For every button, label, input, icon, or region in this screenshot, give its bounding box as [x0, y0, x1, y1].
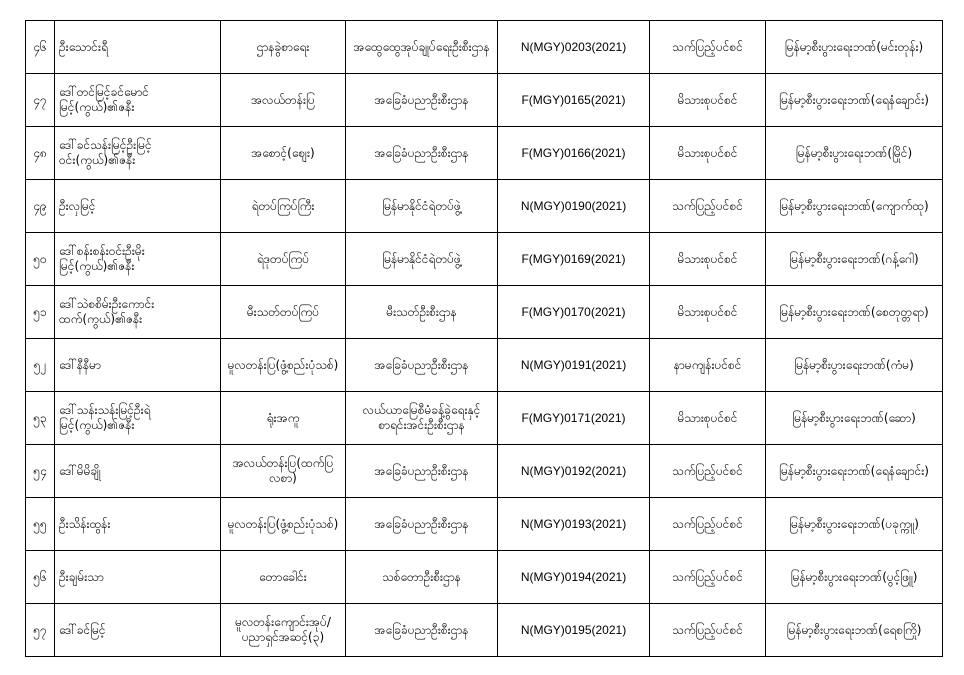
bank-branch-cell: မြန်မာ့စီးပွားရေးဘဏ်(မြိုင်) [766, 127, 943, 180]
person-name-cell: ဒေါ်စန်းစန်းဝင်းဦးမိုးမြင့်(ကွယ်)၏ဇနီး [55, 233, 221, 286]
row-number-cell: ၅၄ [26, 445, 55, 498]
department-cell: သစ်တောဦးစီးဌာန [346, 551, 498, 604]
department-cell: လယ်ယာမြေစီမံခန့်ခွဲရေးနှင့်စာရင်းအင်းဦးစီးဌာန [346, 392, 498, 445]
bank-branch-cell: မြန်မာ့စီးပွားရေးဘဏ်(ပခုက္ကူ) [766, 498, 943, 551]
bank-branch-cell: မြန်မာ့စီးပွားရေးဘဏ်(ကံမ) [766, 339, 943, 392]
person-name-cell: ဒေါ်ခင်သန်းမြင့်ဦးမြင့်ဝင်း(ကွယ်)၏ဇနီး [55, 127, 221, 180]
table-row [26, 339, 943, 392]
department-cell: မြန်မာနိုင်ငံရဲတပ်ဖွဲ့ [346, 233, 498, 286]
department-cell: အခြေခံပညာဦးစီးဌာန [346, 445, 498, 498]
person-name-cell: ဒေါ်မိမိချို [55, 445, 221, 498]
row-number-cell: ၅၃ [26, 392, 55, 445]
pension-type-cell: သက်ပြည့်ပင်စင် [650, 551, 766, 604]
bank-branch-cell: မြန်မာ့စီးပွားရေးဘဏ်(ဆော) [766, 392, 943, 445]
department-cell: အခြေခံပညာဦးစီးဌာန [346, 604, 498, 657]
position-cell: ရုံးအကူ [221, 392, 346, 445]
table-row [26, 74, 943, 127]
pension-code-cell: N(MGY)0190(2021) [498, 180, 650, 233]
row-number-cell: ၄၉ [26, 180, 55, 233]
department-cell: အခြေခံပညာဦးစီးဌာန [346, 339, 498, 392]
person-name-cell: ဒေါ်ခင်မြင့် [55, 604, 221, 657]
position-cell: တောခေါင်း [221, 551, 346, 604]
table-row [26, 551, 943, 604]
pension-code-cell: N(MGY)0193(2021) [498, 498, 650, 551]
table-row [26, 445, 943, 498]
position-cell: အလယ်တန်းပြ [221, 74, 346, 127]
table-row [26, 180, 943, 233]
table-row [26, 286, 943, 339]
row-number-cell: ၅၆ [26, 551, 55, 604]
pension-type-cell: မိသားစုပင်စင် [650, 286, 766, 339]
table-row [26, 233, 943, 286]
bank-branch-cell: မြန်မာ့စီးပွားရေးဘဏ်(ရေစကြို) [766, 604, 943, 657]
position-cell: မူလတန်းကျောင်းအုပ်/ပညာရှင်အဆင့်(၃) [221, 604, 346, 657]
department-cell: အခြေခံပညာဦးစီးဌာန [346, 498, 498, 551]
pension-code-cell: F(MGY)0165(2021) [498, 74, 650, 127]
pension-code-cell: N(MGY)0195(2021) [498, 604, 650, 657]
pension-type-cell: မိသားစုပင်စင် [650, 74, 766, 127]
position-cell: ဌာနခွဲစာရေး [221, 21, 346, 74]
pension-type-cell: သက်ပြည့်ပင်စင် [650, 498, 766, 551]
department-cell: မြန်မာနိုင်ငံရဲတပ်ဖွဲ့ [346, 180, 498, 233]
pension-table [25, 20, 943, 657]
person-name-cell: ဦးချမ်းသာ [55, 551, 221, 604]
position-cell: မူလတန်းပြ(ဖွံ့စည်းပုံသစ်) [221, 339, 346, 392]
bank-branch-cell: မြန်မာ့စီးပွားရေးဘဏ်(ပွင့်ဖြူ) [766, 551, 943, 604]
pension-type-cell: သက်ပြည့်ပင်စင် [650, 21, 766, 74]
department-cell: အထွေထွေအုပ်ချုပ်ရေးဦးစီးဌာန [346, 21, 498, 74]
row-number-cell: ၄၆ [26, 21, 55, 74]
row-number-cell: ၅၂ [26, 339, 55, 392]
pension-type-cell: နာမကျန်းပင်စင် [650, 339, 766, 392]
row-number-cell: ၄၈ [26, 127, 55, 180]
position-cell: အစောင့်(စျေး) [221, 127, 346, 180]
pension-type-cell: သက်ပြည့်ပင်စင် [650, 445, 766, 498]
department-cell: အခြေခံပညာဦးစီးဌာန [346, 74, 498, 127]
person-name-cell: ဦးသောင်းရီ [55, 21, 221, 74]
person-name-cell: ဦးသိန်းထွန်း [55, 498, 221, 551]
pension-type-cell: မိသားစုပင်စင် [650, 392, 766, 445]
bank-branch-cell: မြန်မာ့စီးပွားရေးဘဏ်(မင်းတုန်း) [766, 21, 943, 74]
table-row [26, 127, 943, 180]
table-row [26, 604, 943, 657]
position-cell: မူလတန်းပြ(ဖွံ့စည်းပုံသစ်) [221, 498, 346, 551]
table-body [26, 21, 943, 657]
pension-code-cell: N(MGY)0191(2021) [498, 339, 650, 392]
pension-code-cell: N(MGY)0194(2021) [498, 551, 650, 604]
department-cell: မီးသတ်ဦးစီးဌာန [346, 286, 498, 339]
pension-code-cell: F(MGY)0166(2021) [498, 127, 650, 180]
bank-branch-cell: မြန်မာ့စီးပွားရေးဘဏ်(ရေနံချောင်း) [766, 445, 943, 498]
pension-code-cell: F(MGY)0170(2021) [498, 286, 650, 339]
table-row [26, 498, 943, 551]
bank-branch-cell: မြန်မာ့စီးပွားရေးဘဏ်(ရေနံချောင်း) [766, 74, 943, 127]
row-number-cell: ၅၁ [26, 286, 55, 339]
pension-code-cell: F(MGY)0171(2021) [498, 392, 650, 445]
pension-type-cell: သက်ပြည့်ပင်စင် [650, 180, 766, 233]
row-number-cell: ၅၅ [26, 498, 55, 551]
position-cell: ရဲတပ်ကြပ်ကြီး [221, 180, 346, 233]
row-number-cell: ၅၀ [26, 233, 55, 286]
table-row [26, 392, 943, 445]
position-cell: ရဲဒုတပ်ကြပ် [221, 233, 346, 286]
pension-type-cell: သက်ပြည့်ပင်စင် [650, 604, 766, 657]
pension-type-cell: မိသားစုပင်စင် [650, 127, 766, 180]
position-cell: မီးသတ်တပ်ကြပ် [221, 286, 346, 339]
person-name-cell: ဒေါ်နီနီမာ [55, 339, 221, 392]
person-name-cell: ဒေါ်သန်းသန်းမြင့်ဦးရဲမြင့်(ကွယ်)၏ဇနီး [55, 392, 221, 445]
pension-code-cell: F(MGY)0169(2021) [498, 233, 650, 286]
position-cell: အလယ်တန်းပြ(ထက်ပြလစာ) [221, 445, 346, 498]
bank-branch-cell: မြန်မာ့စီးပွားရေးဘဏ်(ကျောက်ထု) [766, 180, 943, 233]
department-cell: အခြေခံပညာဦးစီးဌာန [346, 127, 498, 180]
bank-branch-cell: မြန်မာ့စီးပွားရေးဘဏ်(ဂန့်ဂေါ) [766, 233, 943, 286]
table-row [26, 21, 943, 74]
pension-code-cell: N(MGY)0192(2021) [498, 445, 650, 498]
person-name-cell: ဒေါ်တင်မြင့်ခင်မောင်မြင့်(ကွယ်)၏ဇနီး [55, 74, 221, 127]
person-name-cell: ဦးလှမြင့် [55, 180, 221, 233]
pension-code-cell: N(MGY)0203(2021) [498, 21, 650, 74]
person-name-cell: ဒေါ်သဲစစိမ်းဦးကောင်းထက်(ကွယ်)၏ဇနီး [55, 286, 221, 339]
pension-type-cell: မိသားစုပင်စင် [650, 233, 766, 286]
row-number-cell: ၅၇ [26, 604, 55, 657]
row-number-cell: ၄၇ [26, 74, 55, 127]
bank-branch-cell: မြန်မာ့စီးပွားရေးဘဏ်(စေတုတ္တရာ) [766, 286, 943, 339]
